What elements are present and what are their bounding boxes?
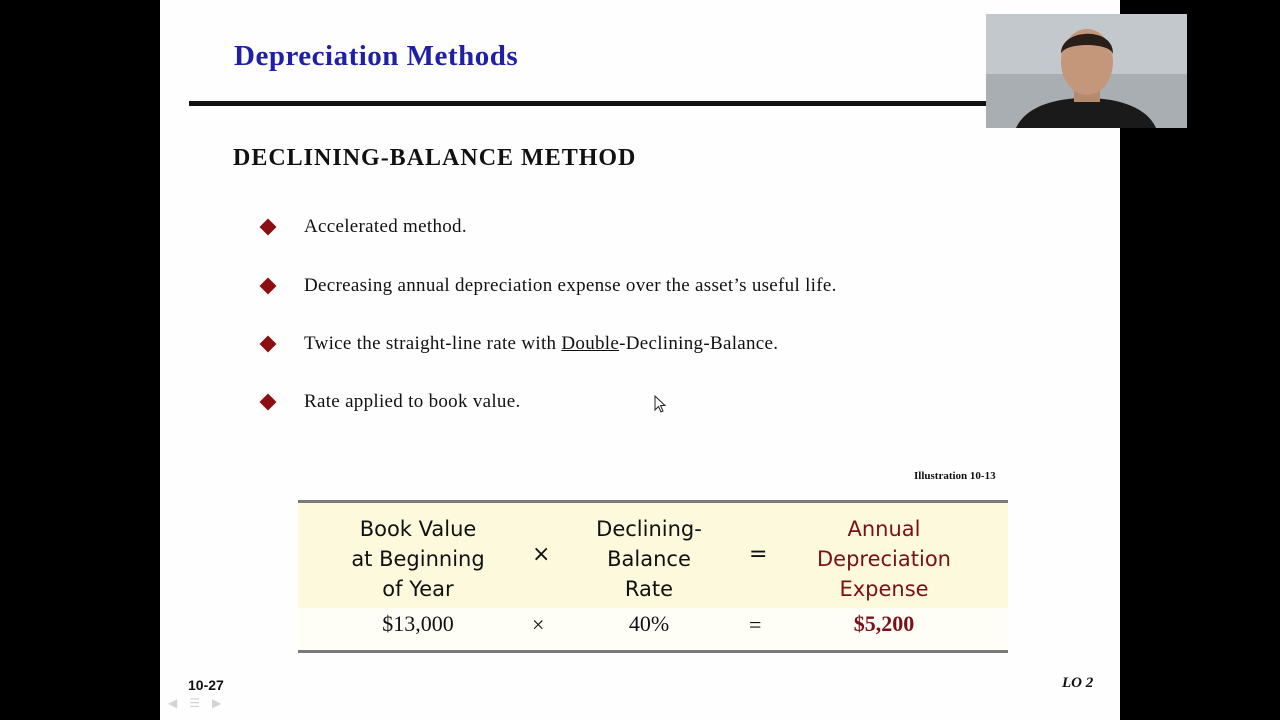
bullet-text <box>304 333 778 355</box>
nav-previous-icon[interactable]: ◀ <box>168 696 178 710</box>
webcam-video <box>986 14 1187 128</box>
header-line: Depreciation <box>817 547 951 571</box>
equals-operator: = <box>749 612 762 637</box>
bullet-text-lead: Twice the straight-line rate with <box>304 333 562 354</box>
page-number: 10-27 <box>188 677 224 693</box>
slide-subtitle: DECLINING-BALANCE METHOD <box>233 145 637 171</box>
header-rate <box>568 514 730 604</box>
bullet-underlined-word: Double <box>561 333 620 354</box>
bullet-item <box>262 333 778 355</box>
header-line: of Year <box>382 577 454 601</box>
header-expense <box>794 514 974 604</box>
slide <box>160 0 1120 720</box>
learning-objective-label: LO 2 <box>1062 675 1094 691</box>
nav-menu-icon[interactable]: ☰ <box>189 696 200 710</box>
diamond-bullet-icon <box>260 394 277 411</box>
bullet-item <box>262 216 467 238</box>
times-operator: × <box>532 612 545 637</box>
slide-title: Depreciation Methods <box>234 40 519 72</box>
formula-table <box>298 500 1008 654</box>
header-line: Declining- <box>596 517 702 541</box>
header-line: at Beginning <box>351 547 485 571</box>
header-line: Rate <box>624 577 674 601</box>
bullet-item <box>262 275 837 297</box>
header-line: Balance <box>607 547 691 571</box>
header-line: Book Value <box>359 517 477 541</box>
value-rate: 40% <box>628 611 670 636</box>
value-book: $13,000 <box>382 611 454 636</box>
header-line: Expense <box>839 577 929 601</box>
diamond-bullet-icon <box>260 219 277 236</box>
diamond-bullet-icon <box>260 336 277 353</box>
equals-operator: = <box>749 542 768 567</box>
bullet-text: Accelerated method. <box>304 216 467 237</box>
nav-next-icon[interactable]: ▶ <box>212 696 222 710</box>
value-expense: $5,200 <box>853 611 915 636</box>
header-book-value <box>328 514 508 604</box>
presenter-silhouette <box>986 14 1187 128</box>
diamond-bullet-icon <box>260 278 277 295</box>
slide-nav-controls <box>168 696 221 710</box>
bullet-text: Rate applied to book value. <box>304 391 521 412</box>
header-line: Annual <box>847 517 921 541</box>
bullet-text-rest: -Declining-Balance. <box>619 333 779 354</box>
bullet-text: Decreasing annual depreciation expense over the asset’s useful life. <box>304 275 837 296</box>
mouse-cursor-icon <box>654 395 668 415</box>
times-operator: × <box>532 542 551 567</box>
table-bottom-rule <box>298 650 1008 653</box>
bullet-item <box>262 391 521 413</box>
illustration-label: Illustration 10-13 <box>914 470 996 482</box>
title-rule <box>189 101 1009 106</box>
